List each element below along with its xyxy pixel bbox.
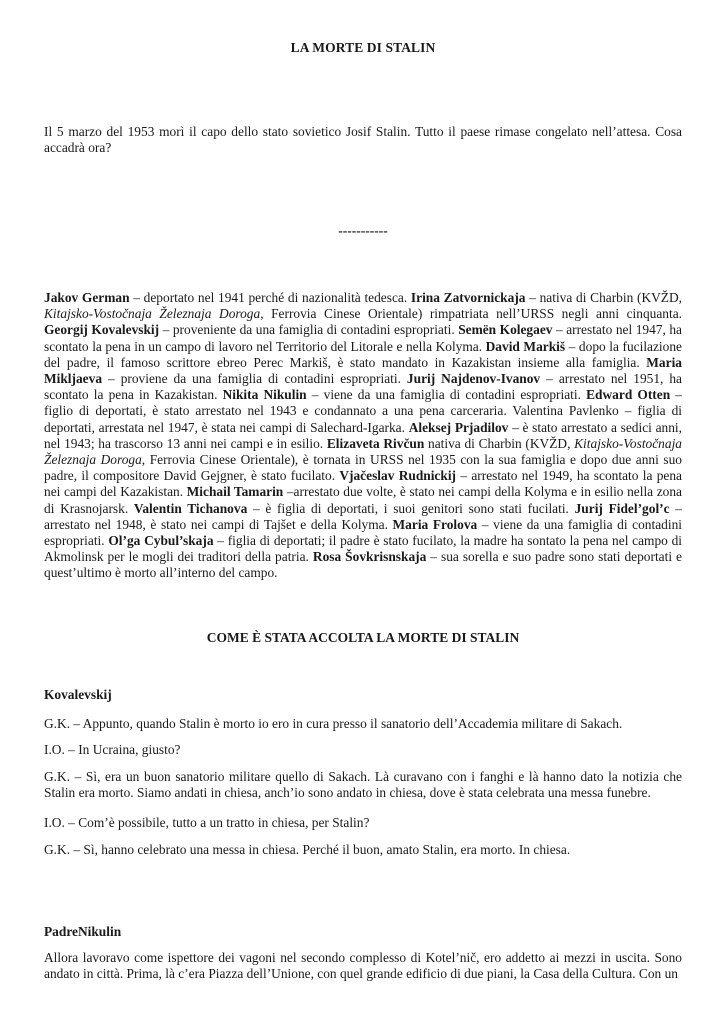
person-name: Irina Zatvornickaja <box>410 290 526 305</box>
person-description: – figlia di deportati; il padre è stato fucilato, la madre ha sontato la pena nel campo di Akmolinsk per le mogli dei traditori della patria. <box>44 533 682 565</box>
document-title: LA MORTE DI STALIN <box>290 40 436 55</box>
dialogue-line: I.O. – Com’è possibile, tutto a un tratto in chiesa, per Stalin? <box>44 815 370 830</box>
person-name: Edward Otten <box>586 387 671 403</box>
person-name: Jurij Fidel’gol’c <box>574 500 670 516</box>
speaker-heading-nikulin: PadreNikulin <box>44 924 122 939</box>
person-description: – è figlia di deportati, i suoi genitori sono stati fucilati. <box>247 500 575 516</box>
person-name: Jurij Najdenov-Ivanov <box>406 371 541 387</box>
person-description: – arrestato nel 1949, ha scontato la pena nei campi del Kazakistan. <box>44 468 682 500</box>
section-title: COME È STATA ACCOLTA LA MORTE DI STALIN <box>206 630 520 645</box>
intro-paragraph: Il 5 marzo del 1953 morì il capo dello stato sovietico Josif Stalin. Tutto il paese rimase congelato nell’attesa. Cosa accadrà ora? <box>44 124 682 156</box>
person-description: – proviene da una famiglia di contadini espropriati. <box>102 371 407 387</box>
people-paragraph <box>44 290 682 582</box>
person-description: – dopo la fucilazione del padre, il famoso scrittore ebreo Perec Markiš, è stato mandato in Kazakistan insieme alla famiglia. <box>44 338 682 370</box>
person-name: Michail Tamarin <box>186 484 284 500</box>
person-description: – nativa di Charbin (KVŽD, <box>525 290 682 305</box>
person-description: – è stato arrestato a sedici anni, nel 1943; ha trascorso 13 anni nei campi e in esilio. <box>44 419 682 451</box>
person-description: – proveniente da una famiglia di contadini espropriati. <box>159 322 459 338</box>
person-name: Aleksej Prjadilov <box>408 419 509 435</box>
section-separator: ----------- <box>338 223 388 238</box>
person-description: – sua sorella e suo padre sono stati deportati e quest’ultimo è morto all’interno del campo. <box>44 549 682 581</box>
person-name: Jakov German <box>44 290 130 305</box>
person-description: – figlio di deportati, è stato arrestato nel 1943 e condannato a una pena carceraria. Valentina Pavlenko – figlia di deportati, arrestata nel 1947, è stata nei campi di Salechard-Igarka. <box>44 387 682 435</box>
person-name: Valentin Tichanova <box>133 500 248 516</box>
dialogue-line: G.K. – Appunto, quando Stalin è morto io ero in cura presso il sanatorio dell’Accademia militare di Sakach. <box>44 716 623 731</box>
railway-name: Kitajsko-Vostočnaja Železnaja Doroga <box>44 306 261 322</box>
person-description: – arrestato nel 1948, è stato nei campi di Tajšet e della Kolyma. <box>44 500 682 532</box>
person-name: Georgij Kovalevskij <box>44 322 160 338</box>
person-description: nativa di Charbin (KVŽD, <box>424 435 575 451</box>
person-description: – arrestato nel 1947, ha scontato la pena in un campo di lavoro nel Territorio del Litorale e nella Kolyma. <box>44 322 682 354</box>
person-name: Semën Kolegaev <box>458 322 553 338</box>
person-name: Ol’ga Cybul’skaja <box>108 533 214 549</box>
final-paragraph: Allora lavoravo come ispettore dei vagoni nel secondo complesso di Kotel’nič, ero addetto ai mezzi in uscita. Sono andato in città. Prima, là c’era Piazza dell’Unione, con quel grande edificio di due piani, la Casa della Cultura. Con un <box>44 950 682 982</box>
dialogue-line: I.O. – In Ucraina, giusto? <box>44 742 181 757</box>
person-name: David Markiš <box>485 338 566 354</box>
person-name: Nikita Nikulin <box>222 387 307 403</box>
person-description: – viene da una famiglia di contadini espropriati. <box>44 516 682 549</box>
person-description: , Ferrovia Cinese Orientale), è tornata in URSS nel 1935 con la sua famiglia e dopo due anni suo padre, il compositore David Gejgner, è stato fucilato. <box>44 452 682 484</box>
person-name: Vjačeslav Rudnickij <box>339 468 457 484</box>
dialogue-line: G.K. – Sì, hanno celebrato una messa in chiesa. Perché il buon, amato Stalin, era morto. In chiesa. <box>44 842 571 857</box>
person-description: –arrestato due volte, è stato nei campi della Kolyma e in esilio nella zona di Krasnojarsk. <box>44 484 682 516</box>
person-description: – arrestato nel 1951, ha scontato la pena in Kazakistan. <box>44 371 683 403</box>
railway-name: Kitajsko-Vostočnaja Železnaja Doroga <box>44 435 682 468</box>
person-description: – viene da una famiglia di contadini espropriati. <box>306 387 587 403</box>
person-name: Rosa Šovkrisnskaja <box>312 549 427 565</box>
person-name: Elizaveta Rivčun <box>326 435 425 451</box>
person-description: , Ferrovia Cinese Orientale) rimpatriata nell’URSS negli anni cinquanta. <box>260 306 683 322</box>
person-description: – deportato nel 1941 perché di nazionalità tedesca. <box>129 290 411 305</box>
person-name: Maria Frolova <box>392 516 478 532</box>
dialogue-line: G.K. – Sì, era un buon sanatorio militare quello di Sakach. Là curavano con i fanghi e là hanno dato la notizia che Stalin era morto. Siamo andati in chiesa, anch’io sono andato in chiesa, dove è stata celebrata una messa funebre. <box>44 769 682 801</box>
person-name: Maria Mikljaeva <box>44 354 682 387</box>
speaker-heading-kovalevskij: Kovalevskij <box>44 687 112 702</box>
